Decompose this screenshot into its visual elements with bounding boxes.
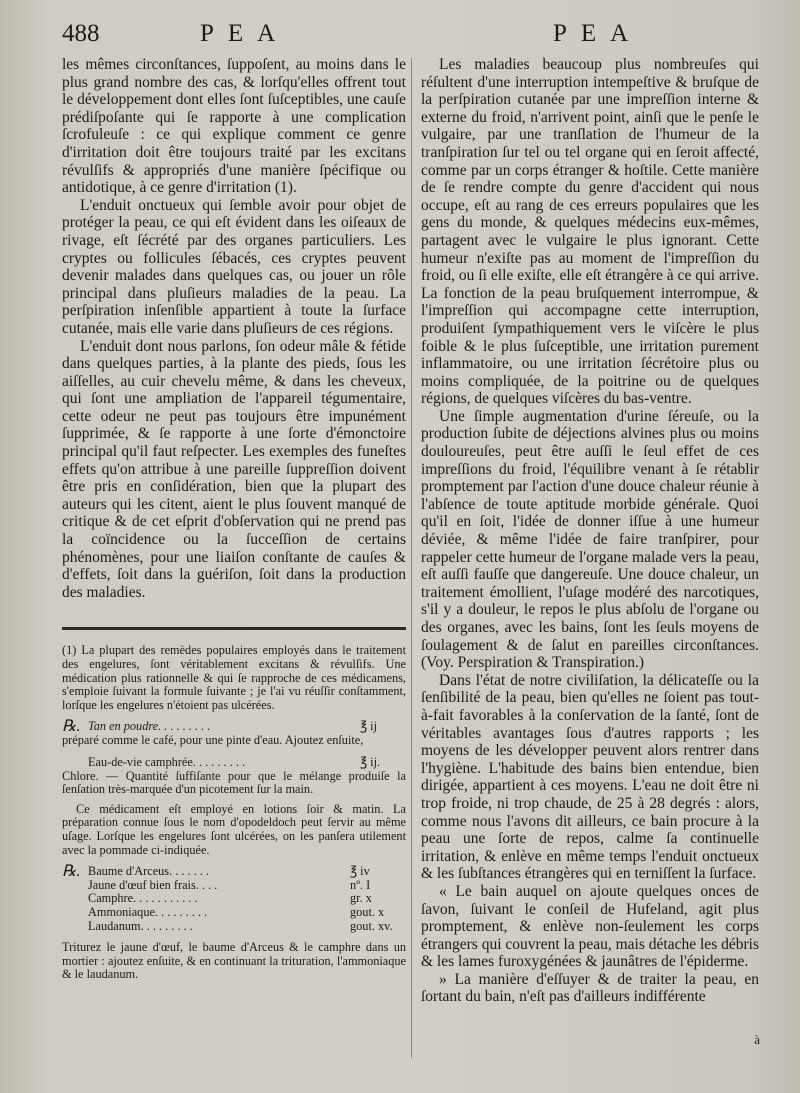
paragraph: Une ſimple augmentation d'urine ſéreuſe, ou la production ſubite de déjections alvines plus ou moins douloureuſes, peut être auſſi le ſeul effet de ces impreſſions du froid, l'équilibre venant à ſe rétablir promptement par l'action d'une douce chaleur réunie à l'abſence de toute aptitude morbide générale. Quoi qu'il en ſoit, l'idée de donner iſſue à une humeur déviée, & même l'idée de faire tranſpirer, pour rappeler cette humeur de l'organe malade vers la peau, eſt auſſi fauſſe que dangereuſe. Une douce chaleur, un traitement émollient, l'uſage modéré des narcotiques, s'il y a douleur, le repos le plus abſolu de l'organe ou des organes, avec les bains, ſont les ſeuls moyens de ſoulagement & de ſalut en pareilles circonſtances. (Voy. Perspiration & Transpiration.) — [421, 407, 759, 672]
chlore-note: Chlore. — Quantité ſuffiſante pour que le mélange produiſe la ſenſation très-marquée d'un picotement ſur la main. — [62, 768, 406, 797]
ingredient-row — [62, 906, 406, 920]
recipe-symbol: ℞. — [62, 718, 81, 736]
ingredient-quantity: ℥ iv — [350, 864, 370, 879]
running-header — [0, 20, 800, 54]
ingredient-name: Laudanum. . . . . . . . . — [88, 918, 193, 933]
footnote-rule — [62, 627, 406, 630]
ingredient-name: Jaune d'œuf bien frais. . . . — [88, 877, 218, 892]
ingredient-quantity: nº. I — [350, 877, 371, 892]
ingredient-name: Camphre. . . . . . . . . . . — [88, 891, 198, 906]
right-body-text — [421, 56, 759, 1006]
ingredient-row — [62, 920, 406, 934]
ingredient-row — [62, 865, 406, 879]
recipe-note: préparé comme le café, pour une pinte d'eau. Ajoutez enſuite, — [62, 733, 364, 748]
paragraph: Dans l'état de notre civiliſation, la délicateſſe ou la ſenſibilité de la peau, bien qu'elles ne ſoient pas tout-à-fait favorables à la conſervation de la ſanté, ſont de véritables avantages ſous d'autres rapports ; les moyens de les développer peuvent alors rentrer dans l'hygiène. L'habitude des bains bien entendue, bien dirigée, appartient à ces moyens. L'eau ne doit être ni trop froide, ni trop chaude, de 25 à 28 degrés : alors, comme nous l'avons dit ailleurs, ce bain procure à la peau une ſorte de repos, calme ſa continuelle irritation, & enlève en même temps l'enduit onctueux & les ſubſtances étrangères qui en terniſſent la ſurface. — [421, 671, 759, 883]
ingredient-quantity: gout. x — [350, 904, 385, 919]
recipe-line — [62, 756, 406, 770]
ingredient-name: Baume d'Arceus. . . . . . . — [88, 864, 210, 879]
catchword: à — [754, 1032, 760, 1047]
recipe-quantity: ℥ ij — [360, 719, 378, 734]
quote-paragraph: » La manière d'eſſuyer & de traiter la peau, en ſortant du bain, n'eſt pas d'ailleurs indifférente — [421, 970, 759, 1006]
footnote-intro: (1) La plupart des remèdes populaires employés dans le traitement des engelures, ſont véritablement excitans & révulſifs. Une médication plus rationnelle & qui ſe rapproche de ces médicamens, s'emploie ſuivant la formule ſuivante ; je l'ai vu réuſſir conſtamment, lorſque les engelures n'étoient pas ulcérées. — [62, 643, 406, 712]
recipe-ingredient: Tan en poudre. . . . . . . . . — [88, 719, 211, 734]
recipe-quantity: ℥ ij. — [360, 754, 381, 769]
ingredient-quantity: gr. x — [350, 891, 372, 906]
right-column — [421, 56, 759, 1006]
column-divider — [411, 58, 412, 1058]
paragraph: les mêmes circonſtances, ſuppoſent, au moins dans le plus grand nombre des cas, & lorſqu'elles offrent tout le développement dont elles ſont ſuſceptibles, une cauſe prédiſpoſante qui ſe rapporte à une complication ſcrofuleuſe : ce qui explique comment ce genre d'irritation doit être toujours traité par les excitans révulſifs & appropriés d'une manière ſpécifique ou antidotique, à ce genre d'irritation (1). — [62, 56, 406, 197]
paragraph: Les maladies beaucoup plus nombreuſes qui réſultent d'une interruption intempeſtive & bruſque de la perſpiration cutanée par une impreſſion interne & externe du froid, n'arrivent point, ainſi que le penſe le vulgaire, par une tranſlation de l'humeur de la tranſpiration ſur tel ou tel organe qui en ſeroit affecté, comme par un corps étranger & hoſtile. Cette manière de ſe rendre compte du genre d'accident qui nous occupe, eſt au rang de ces erreurs populaires que les gens du monde, & quelques médecins eux-mêmes, partagent avec le vulgaire le plus ignorant. Cette humeur n'exiſte pas au moment de l'impreſſion du froid, ou ſi elle exiſte, elle eſt étrangère à ce qui arrive. La fonction de la peau bruſquement interrompue, & l'impreſſion qui accompagne cette interruption, produiſent ſympathiquement vers le viſcère le plus foible & le plus ſuſceptible, une irritation purement inflammatoire, ou une irritation ſécrétoire plus ou moins compliquée, de la poitrine ou de quelques régions, de quelques viſcères du bas-ventre. — [421, 56, 759, 408]
footnote — [62, 644, 406, 981]
ingredient-list — [62, 865, 406, 933]
left-body-text — [62, 56, 406, 601]
paragraph: L'enduit onctueux qui ſemble avoir pour objet de protéger la peau, ce qui eſt évident dans les oiſeaux de rivage, eſt ſécrété par des organes particuliers. Les cryptes ou follicules ſébacés, ces cryptes peuvent devenir malades dans quelques cas, ou jouer un rôle principal dans pluſieurs maladies de la peau. La perſpiration inſenſible appartient à toute la ſurface cutanée, mais elle varie dans pluſieurs de ces régions. — [62, 196, 406, 337]
footnote-mid: Ce médicament eſt employé en lotions ſoir & matin. La préparation connue ſous le nom d'opodeldoch peut ſervir au même uſage. Lorſque les engelures ſont ulcérées, on les panſera utilement avec la pommade ci-indiquée. — [62, 801, 406, 857]
footnote-end: Triturez le jaune d'œuf, le baume d'Arceus & le camphre dans un mortier : ajoutez enſuite, & en continuant la trituration, l'ammoniaque & le laudanum. — [62, 940, 406, 982]
recipe-line — [62, 720, 406, 734]
recipe-symbol: ℞. — [62, 863, 81, 881]
ingredient-name: Ammoniaque. . . . . . . . . — [88, 904, 208, 919]
left-column — [62, 56, 406, 982]
header-left-title: PEA — [200, 20, 290, 47]
quote-paragraph: « Le bain auquel on ajoute quelques onces de ſavon, ſuivant le conſeil de Hufeland, agit plus promptement, & enlève non-ſeulement les corps étrangers qui couvrent la peau, mais détache les débris & les lames furoxygénées & jaunâtres de l'épiderme. — [421, 882, 759, 971]
recipe-ingredient: Eau-de-vie camphrée. . . . . . . . . — [88, 754, 246, 769]
page-number: 488 — [62, 20, 100, 47]
ingredient-quantity: gout. xv. — [350, 918, 393, 933]
ingredient-row — [62, 879, 406, 893]
ingredient-row — [62, 892, 406, 906]
header-right-title: PEA — [553, 20, 643, 47]
paragraph: L'enduit dont nous parlons, ſon odeur mâle & fétide dans quelques parties, à la plante des pieds, ſous les aiſſelles, au cuir chevelu même, & dans les cheveux, qui ſont une ampliation de l'appareil tégumentaire, cette odeur ne peut pas toujours être impunément ſupprimée, & ſe rapporte à une ſorte d'émonctoire principal qu'il faut reſpecter. Les exemples des funeſtes effets qu'on attribue à une pareille ſuppreſſion doivent être pris en conſidération, bien que la plupart des auteurs qui les citent, aient le plus ſouvent manqué de critique & de cet eſprit d'obſervation qui ne prend pas la coïncidence ou la ſucceſſion de certains phénomènes, pour une liaiſon conſtante de cauſes & d'effets, ſoit dans la guériſon, ſoit dans la production des maladies. — [62, 337, 406, 601]
